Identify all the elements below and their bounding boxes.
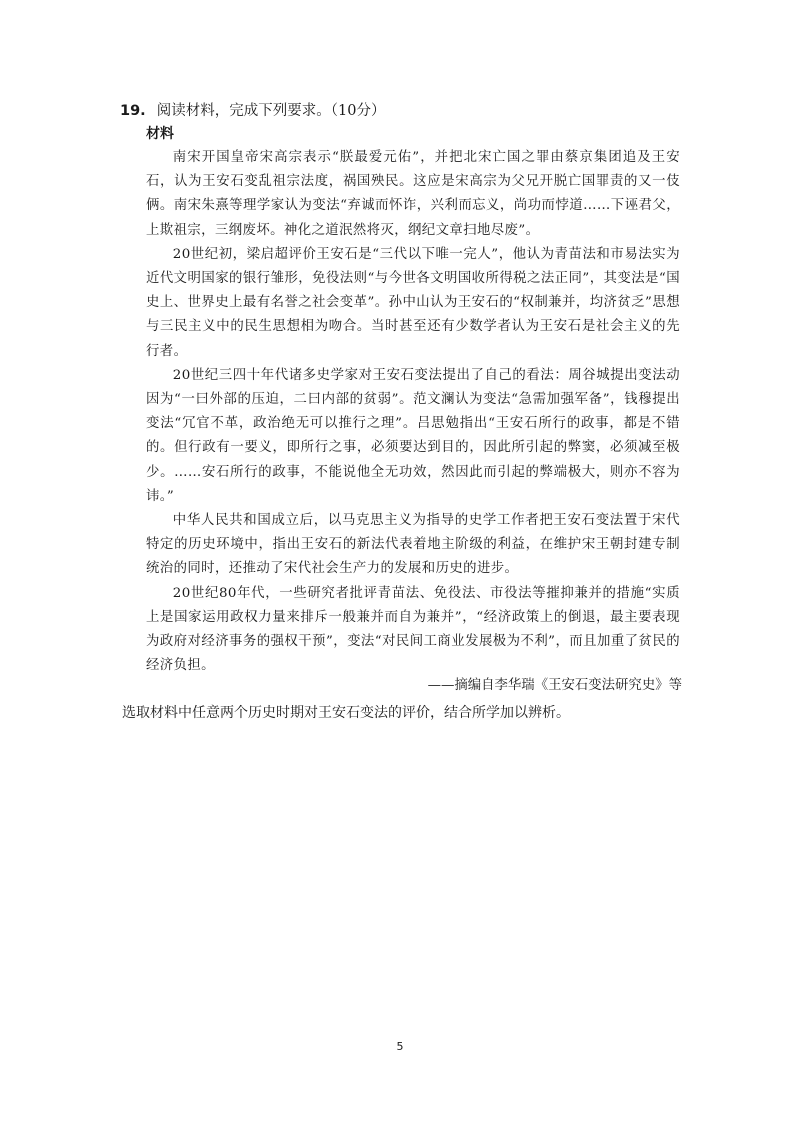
question-header bbox=[120, 101, 385, 121]
material-paragraph-4: 中华人民共和国成立后，以马克思主义为指导的史学工作者把王安石变法置于宋代特定的历史环境中，指出王安石的新法代表着地主阶级的利益，在维护宋王朝封建专制统治的同时，还推动了宋代社会生产力的发展和历史的进步。 bbox=[146, 513, 680, 577]
material-label: 材料 bbox=[146, 126, 174, 142]
material-body bbox=[146, 146, 680, 678]
question-prompt: 阅读材料，完成下列要求。（10分） bbox=[156, 103, 386, 119]
material-paragraph-3: 20世纪三四十年代诸多史学家对王安石变法提出了自己的看法：周谷城提出变法动因为“一曰外部的压迫，二曰内部的贫弱”。范文澜认为变法“急需加强军备”，钱穆提出变法“冗官不革，政治绝无可以推行之理”。吕思勉指出“王安石所行的政事，都是不错的。但行政有一要义，即所行之事，必须要达到目的，因此所引起的弊窦，必须减至极少。……安石所行的政事，不能说他全无功效，然因此而引起的弊端极大，则亦不容为讳。” bbox=[146, 367, 680, 504]
page-number: 5 bbox=[396, 1040, 404, 1053]
material-paragraph-1: 南宋开国皇帝宋高宗表示“朕最爱元佑”，并把北宋亡国之罪由蔡京集团追及王安石，认为王安石变乱祖宗法度，祸国殃民。这应是宋高宗为父兄开脱亡国罪责的又一伎俩。南宋朱熹等理学家认为变法“弃诚而怀诈，兴利而忘义，尚功而悖道……下诬君父，上欺祖宗，三纲废坏。神化之道泯然将灭，纲纪文章扫地尽废”。 bbox=[146, 150, 680, 238]
material-source: ——摘编自李华瑞《王安石变法研究史》等 bbox=[427, 678, 682, 693]
question-number: 19. bbox=[120, 103, 146, 119]
material-paragraph-5: 20世纪80年代，一些研究者批评青苗法、免役法、市役法等摧抑兼并的措施“实质上是国家运用政权力量来排斥一般兼并而自为兼并”，“经济政策上的倒退，最主要表现为政府对经济事务的强权干预”，变法“对民间工商业发展极为不利”，而且加重了贫民的经济负担。 bbox=[146, 585, 680, 674]
question-task: 选取材料中任意两个历史时期对王安石变法的评价，结合所学加以辨析。 bbox=[122, 705, 570, 721]
material-paragraph-2: 20世纪初，梁启超评价王安石是“三代以下唯一完人”，他认为青苗法和市易法实为近代文明国家的银行雏形，免役法则“与今世各文明国收所得税之法正同”，其变法是“国史上、世界史上最有名誉之社会变革”。孙中山认为王安石的“权制兼并，均济贫乏”思想与三民主义中的民生思想相为吻合。当时甚至还有少数学者认为王安石是社会主义的先行者。 bbox=[146, 246, 680, 359]
